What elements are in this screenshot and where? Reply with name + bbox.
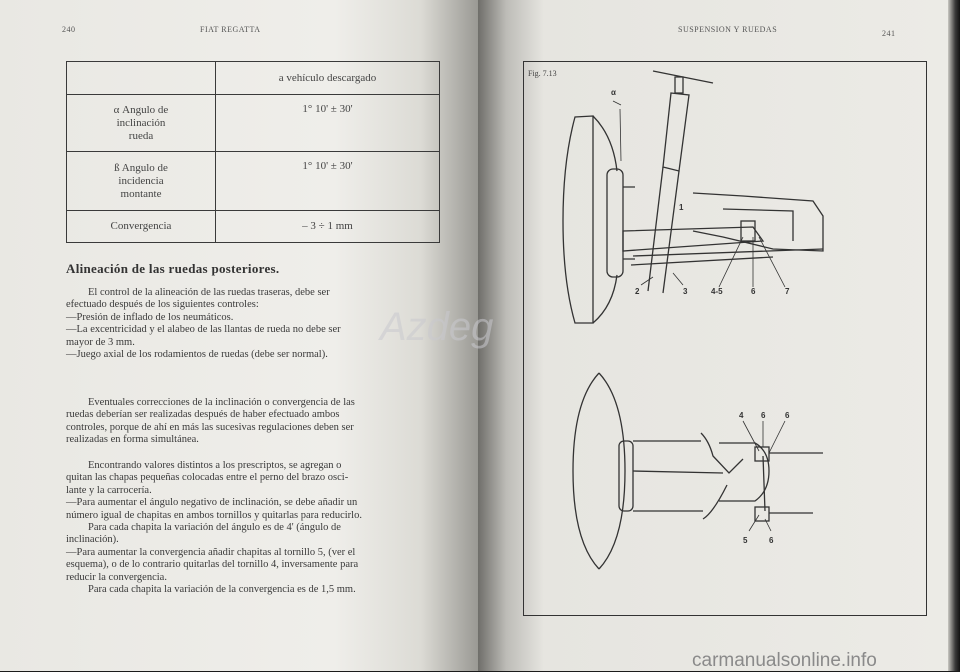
left-page-number: 240: [62, 25, 76, 34]
callout-1: 1: [679, 203, 684, 212]
callout-6: 6: [751, 287, 756, 296]
callout-bottom-5: 5: [743, 536, 748, 545]
transverse-arm: [623, 221, 763, 251]
suspension-diagram: [523, 61, 927, 616]
table-row: [67, 211, 440, 243]
suspension-arm-bottom: [719, 443, 823, 521]
table-header-cell: a vehículo descargado: [216, 62, 440, 95]
alignment-spec-table: [66, 61, 440, 243]
callout-bottom-4: 4: [739, 411, 744, 420]
section-title: Alineación de las ruedas posteriores.: [66, 261, 280, 276]
paragraph-shims: Encontrando valores distintos a los prescriptos, se agregan o quitan las chapas pequeñas colocadas entre el perno del brazo osci- lante y la carrocería. —Para aumentar el ángulo negativo de inclinación, se debe añadir un número igual de chapitas en ambos tornillos y quitarlas para reducirlo. Para cada chapita la variación del ángulo es de 4' (ángulo de inclinación). —Para aumentar la convergencia añadir chapitas al tornillo 5, (ver el esquema), o de lo contrario quitarlas del tornillo 4, inversamente para reducir la convergencia. Para cada chapita la variación de la convergencia es de 1,5 mm.: [66, 460, 362, 596]
book-edge: [948, 0, 960, 671]
callout-3: 3: [683, 287, 688, 296]
left-running-head: FIAT REGATTA: [200, 25, 261, 34]
callout-bottom-6c: 6: [769, 536, 774, 545]
paragraph-checks: El control de la alineación de las ruedas traseras, debe ser efectuado después de los siguientes controles: —Presión de inflado de los neumáticos. —La excentricidad y el alabeo de las llantas de rueda no debe ser mayor de 3 mm. —Juego axial de los rodamientos de ruedas (debe ser normal).: [66, 287, 341, 361]
table-corner-cell: [67, 62, 216, 95]
table-label-cell: α Angulo de inclinación rueda: [67, 95, 216, 152]
shock-absorber: [648, 71, 713, 293]
right-page-number: 241: [882, 29, 896, 38]
table-label-cell: ß Angulo de incidencia montante: [67, 152, 216, 211]
table-row: [67, 152, 440, 211]
watermark-logo: Azdeg: [380, 305, 494, 349]
callout-4-5: 4-5: [711, 287, 723, 296]
callout-bottom-6a: 6: [761, 411, 766, 420]
callout-bottom-6b: 6: [785, 411, 790, 420]
table-label-cell: Convergencia: [67, 211, 216, 243]
paragraph-corrections: Eventuales correcciones de la inclinación o convergencia de las ruedas deberían ser realizadas después de haber efectuado ambos controles, porque de ahí en más las sucesivas regulaciones deben ser realizadas en forma simultánea.: [66, 397, 355, 446]
callout-alpha: α: [611, 88, 616, 97]
callout-7: 7: [785, 287, 790, 296]
wheel-bottom-view: [573, 373, 743, 569]
callout-2: 2: [635, 287, 640, 296]
wheel-top-view: [563, 116, 635, 323]
figure-label: Fig. 7.13: [528, 69, 557, 78]
table-value-cell: 1° 10' ± 30': [216, 95, 440, 152]
chassis-bracket: [631, 193, 823, 265]
table-value-cell: – 3 ÷ 1 mm: [216, 211, 440, 243]
table-row: [67, 95, 440, 152]
site-watermark: carmanualsonline.info: [692, 650, 877, 671]
table-value-cell: 1° 10' ± 30': [216, 152, 440, 211]
right-running-head: SUSPENSION Y RUEDAS: [678, 25, 778, 34]
